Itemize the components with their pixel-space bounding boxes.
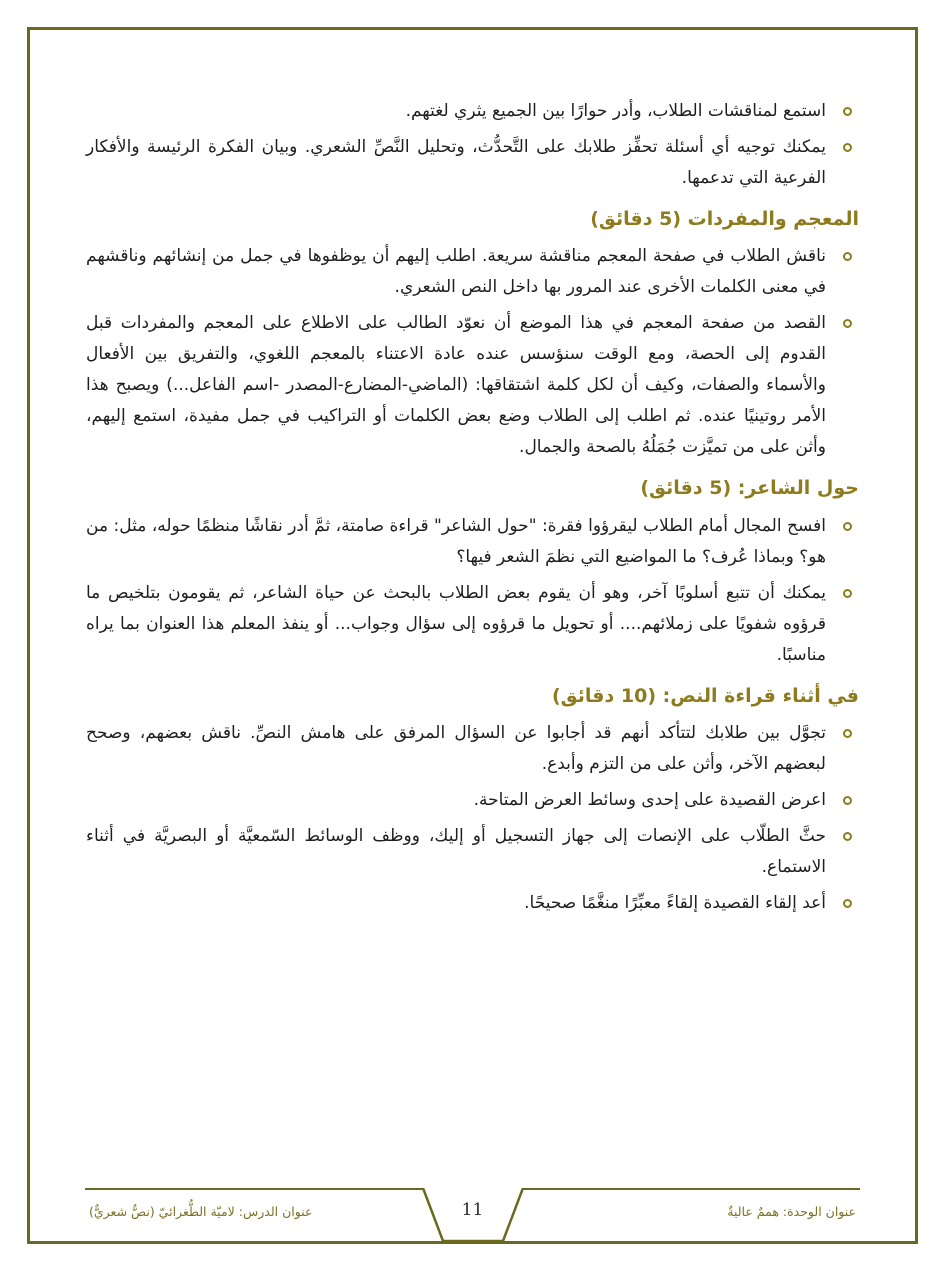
bullet-text: اعرض القصيدة على إحدى وسائط العرض المتاحة.: [473, 790, 826, 811]
section-heading: في أثناء قراءة النص: (10 دقائق): [551, 684, 859, 707]
bullet-icon: [843, 522, 852, 531]
bullet-text: القصد من صفحة المعجم في هذا الموضع أن نعوّد الطالب على الاطلاع على المعجم والمفردات قبل القدوم إلى الحصة، ومع الوقت سنؤسس عنده عادة الاعتناء بالمعجم اللغوي، والتفريق بين الأفعال والأسماء والصفات، وكيف أن لكل كلمة اشتقاقها: (الماضي-المضارع-المصدر -اسم الفاعل...) ويصبح هذا الأمر روتينيًا عنده. ثم اطلب إلى الطلاب وضع بعض الكلمات أو التراكيب في جمل مفيدة، استمع إليهم، وأثن على من تميَّزت جُمَلُهُ بالصحة والجمال.: [86, 313, 826, 458]
bullet-text: يمكنك توجيه أي أسئلة تحفِّز طلابك على التَّحدُّث، وتحليل النَّصِّ الشعري. وبيان الفكرة الرئيسة والأفكار الفرعية التي تدعمها.: [86, 137, 826, 188]
bullet-item: [86, 308, 859, 463]
page-number: 11: [461, 1200, 484, 1220]
footer: [85, 1188, 860, 1244]
bullet-text: حثَّ الطلّاب على الإنصات إلى جهاز التسجيل أو إليك، ووظف الوسائط السّمعيَّة أو البصريَّة في أثناء الاستماع.: [86, 826, 826, 878]
bullet-icon: [843, 832, 852, 841]
page-number-tab: [413, 1188, 533, 1244]
bullet-item: [86, 241, 859, 303]
bullet-icon: [843, 107, 852, 116]
bullet-item: [86, 785, 859, 816]
bullet-text: استمع لمناقشات الطلاب، وأدر حوارًا بين الجميع يثري لغتهم.: [405, 101, 826, 121]
bullet-item: [86, 718, 859, 780]
section-heading: المعجم والمفردات (5 دقائق): [590, 208, 859, 230]
bullet-text: افسح المجال أمام الطلاب ليقرؤوا فقرة: "حول الشاعر" قراءة صامتة، ثمَّ أدر نقاشًا منظمًا حوله، مثل: من هو؟ وبماذا عُرف؟ ما المواضيع التي نظمَ الشعر فيها؟: [86, 515, 826, 567]
bullet-icon: [843, 252, 852, 261]
bullet-text: تجوَّل بين طلابك لتتأكد أنهم قد أجابوا عن السؤال المرفق على هامش النصِّ. ناقش بعضهم، وصحح لبعضهم الآخر، وأثن على من التزم وأبدع.: [86, 723, 826, 775]
bullet-icon: [843, 729, 852, 738]
bullet-item: [86, 132, 859, 194]
bullet-item: [86, 511, 859, 573]
section-heading: حول الشاعر: (5 دقائق): [640, 477, 859, 500]
bullet-item: [86, 578, 859, 671]
bullet-icon: [843, 589, 852, 598]
content-blocks: [86, 96, 859, 924]
bullet-item: [86, 96, 859, 127]
bullet-text: ناقش الطلاب في صفحة المعجم مناقشة سريعة. اطلب إليهم أن يوظفوها في جمل من إنشائهم وناقشهم في معنى الكلمات الأخرى عند المرور بها داخل النص الشعري.: [86, 246, 826, 298]
footer-unit-title: عنوان الوحدة: هممٌ عاليةٌ: [727, 1204, 856, 1219]
bullet-icon: [843, 796, 852, 805]
bullet-text: أعد إلقاء القصيدة إلقاءً معبِّرًا منغَّمًا صحيحًا.: [524, 893, 826, 914]
bullet-icon: [843, 143, 852, 152]
bullet-item: [86, 888, 859, 919]
footer-lesson-title: عنوان الدرس: لاميّة الطُّغرائيّ (نصٌّ شعريٌّ): [89, 1204, 313, 1219]
bullet-icon: [843, 319, 852, 328]
bullet-icon: [843, 899, 852, 908]
bullet-item: [86, 821, 859, 883]
bullet-text: يمكنك أن تتبع أسلوبًا آخر، وهو أن يقوم بعض الطلاب بالبحث عن حياة الشاعر، ثم يقومون بتلخيص ما قرؤوه شفويًا على زملائهم.... أو تحويل ما قرؤوه إلى سؤال وجواب... أو ينفذ المعلم هذا العنوان بما يراه مناسبًا.: [86, 582, 826, 665]
